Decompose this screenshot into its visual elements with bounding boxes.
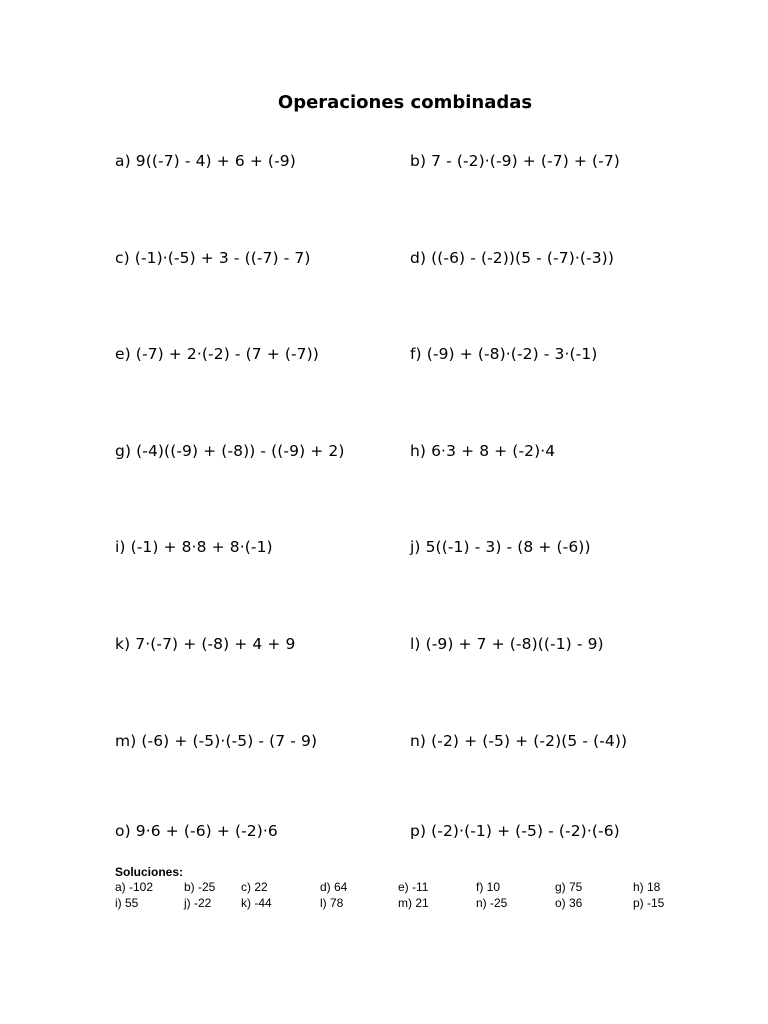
solution-item: e) -11 xyxy=(398,880,429,894)
exercise-item: n) (-2) + (-5) + (-2)(5 - (-4)) xyxy=(410,732,628,750)
exercise-item: d) ((-6) - (-2))(5 - (-7)·(-3)) xyxy=(410,249,614,267)
exercise-item: i) (-1) + 8·8 + 8·(-1) xyxy=(115,538,273,556)
solution-item: d) 64 xyxy=(320,880,348,894)
solution-item: a) -102 xyxy=(115,880,154,894)
solution-item: b) -25 xyxy=(184,880,216,894)
solution-item: l) 78 xyxy=(320,896,344,910)
exercise-item: f) (-9) + (-8)·(-2) - 3·(-1) xyxy=(410,345,598,363)
solution-item: m) 21 xyxy=(398,896,429,910)
solutions-row xyxy=(115,880,661,896)
exercise-item: c) (-1)·(-5) + 3 - ((-7) - 7) xyxy=(115,249,311,267)
exercise-item: j) 5((-1) - 3) - (8 + (-6)) xyxy=(410,538,591,556)
exercise-item: k) 7·(-7) + (-8) + 4 + 9 xyxy=(115,635,296,653)
exercise-item: o) 9·6 + (-6) + (-2)·6 xyxy=(115,822,278,840)
solutions-row xyxy=(115,896,665,912)
solution-item: p) -15 xyxy=(633,896,665,910)
exercise-item: g) (-4)((-9) + (-8)) - ((-9) + 2) xyxy=(115,442,345,460)
solution-item: f) 10 xyxy=(476,880,501,894)
exercise-item: h) 6·3 + 8 + (-2)·4 xyxy=(410,442,556,460)
exercise-item: p) (-2)·(-1) + (-5) - (-2)·(-6) xyxy=(410,822,620,840)
solution-item: i) 55 xyxy=(115,896,139,910)
exercise-item: e) (-7) + 2·(-2) - (7 + (-7)) xyxy=(115,345,319,363)
solutions-section xyxy=(115,865,665,912)
solution-item: h) 18 xyxy=(633,880,661,894)
solution-item: j) -22 xyxy=(184,896,212,910)
solution-item: c) 22 xyxy=(241,880,268,894)
solution-item: g) 75 xyxy=(555,880,583,894)
solution-item: o) 36 xyxy=(555,896,583,910)
exercise-item: a) 9((-7) - 4) + 6 + (-9) xyxy=(115,152,296,170)
exercise-item: m) (-6) + (-5)·(-5) - (7 - 9) xyxy=(115,732,318,750)
solutions-heading: Soluciones: xyxy=(115,865,184,879)
exercise-item: b) 7 - (-2)·(-9) + (-7) + (-7) xyxy=(410,152,620,170)
solution-item: n) -25 xyxy=(476,896,508,910)
exercise-item: l) (-9) + 7 + (-8)((-1) - 9) xyxy=(410,635,604,653)
page-title: Operaciones combinadas xyxy=(277,92,533,113)
solution-item: k) -44 xyxy=(241,896,272,910)
